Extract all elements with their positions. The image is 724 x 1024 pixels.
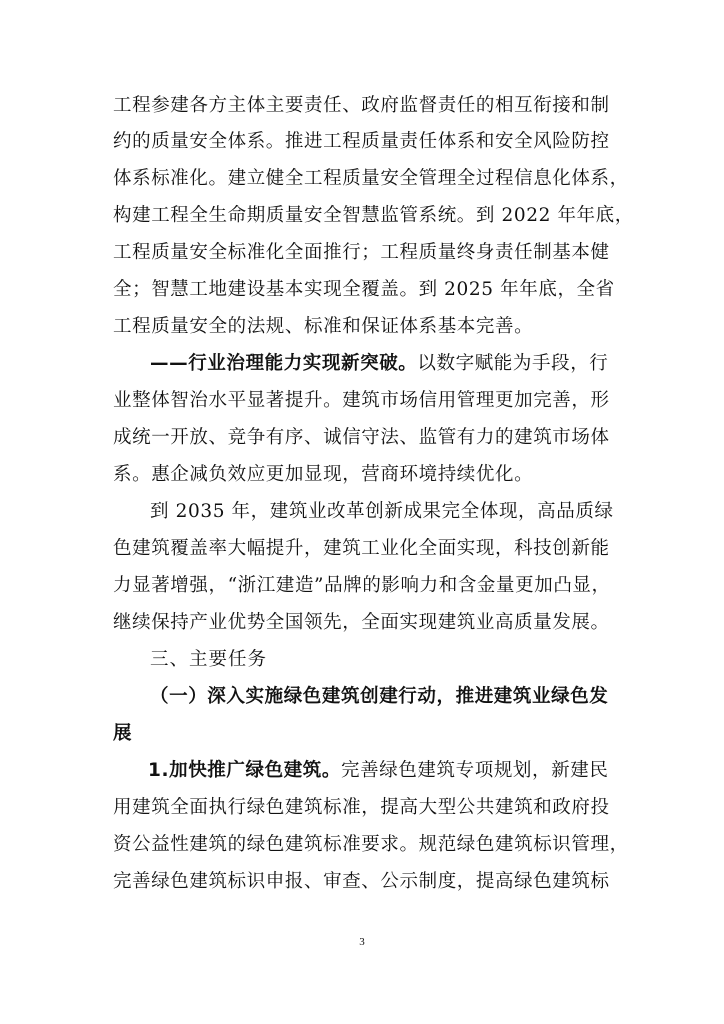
- subsection-heading: （一）深入实施绿色建筑创建行动，推进建筑业绿色发: [150, 686, 609, 707]
- section-heading: 三、主要任务: [150, 649, 268, 670]
- body-line-1: 工程参建各方主体主要责任、政府监督责任的相互衔接和制: [113, 95, 610, 116]
- body-line-20: 用建筑全面执行绿色建筑标准，提高大型公共建筑和政府投: [113, 797, 610, 818]
- body-line-11: 系。惠企减负效应更加显现，营商环境持续优化。: [113, 464, 534, 485]
- body-line-14: 力显著增强，“浙江建造”品牌的影响力和含金量更加凸显，: [113, 575, 611, 596]
- body-line-3: 体系标准化。建立健全工程质量安全管理全过程信息化体系，: [113, 168, 629, 189]
- subsection-heading-continued: 展: [113, 723, 133, 744]
- body-line-6: 全；智慧工地建设基本实现全覆盖。到 2025 年年底，全省: [113, 279, 615, 300]
- body-line-19: 1.加快推广绿色建筑。完善绿色建筑专项规划，新建民: [148, 760, 609, 781]
- body-line-2: 约的质量安全体系。推进工程质量责任体系和安全风险防控: [113, 131, 610, 152]
- body-line-4: 构建工程全生命期质量安全智慧监管系统。到 2022 年年底，: [113, 205, 634, 226]
- body-line-13: 色建筑覆盖率大幅提升，建筑工业化全面实现，科技创新能: [113, 538, 610, 559]
- body-line-9: 业整体智治水平显著提升。建筑市场信用管理更加完善，形: [113, 390, 610, 411]
- body-line-5: 工程质量安全标准化全面推行；工程质量终身责任制基本健: [113, 242, 610, 263]
- body-line-7: 工程质量安全的法规、标准和保证体系基本完善。: [113, 316, 534, 337]
- paragraph-lead: ——行业治理能力实现新突破。: [150, 353, 418, 374]
- body-line-8: ——行业治理能力实现新突破。以数字赋能为手段，行: [150, 353, 609, 374]
- body-line-10: 成统一开放、竞争有序、诚信守法、监管有力的建筑市场体: [113, 427, 610, 448]
- item-lead: 1.加快推广绿色建筑。: [148, 760, 342, 781]
- page-number: 3: [359, 936, 365, 948]
- body-line-15: 继续保持产业优势全国领先，全面实现建筑业高质量发展。: [113, 612, 610, 633]
- body-line-12: 到 2035 年，建筑业改革创新成果完全体现，高品质绿: [150, 501, 614, 522]
- body-line-22: 完善绿色建筑标识申报、审查、公示制度，提高绿色建筑标: [113, 871, 610, 892]
- body-line-21: 资公益性建筑的绿色建筑标准要求。规范绿色建筑标识管理，: [113, 834, 629, 855]
